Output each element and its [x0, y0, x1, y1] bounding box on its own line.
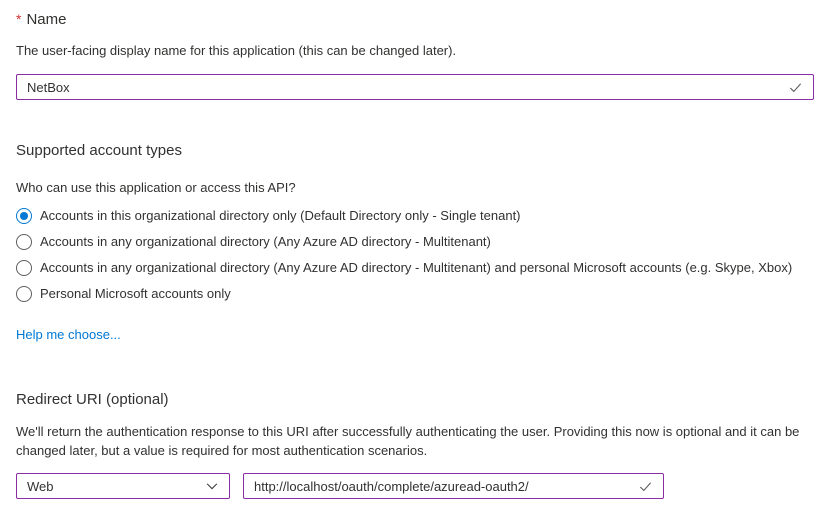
redirect-uri-description: We'll return the authentication response to this URI after successfully authenticating the user. Providing this now is optional and it can be changed later, but a value is required for most authentication scenarios. [16, 424, 800, 458]
radio-option-label: Accounts in any organizational directory (Any Azure AD directory - Multitenant) and personal Microsoft accounts (e.g. Skype, Xbox) [40, 260, 793, 275]
account-types-section-title: Supported account types [16, 142, 182, 159]
redirect-uri-section-title: Redirect URI (optional) [16, 391, 169, 408]
help-me-choose-link[interactable]: Help me choose... [16, 327, 121, 342]
valid-checkmark-icon [638, 479, 653, 494]
name-input-value[interactable]: NetBox [27, 79, 70, 95]
chevron-down-icon[interactable] [205, 479, 219, 493]
platform-select-value[interactable]: Web [27, 478, 54, 494]
redirect-uri-input-value[interactable]: http://localhost/oauth/complete/azuread-oauth2/ [254, 478, 529, 494]
radio-option-label: Accounts in any organizational directory (Any Azure AD directory - Multitenant) [40, 234, 491, 249]
name-description: The user-facing display name for this application (this can be changed later). [16, 43, 457, 58]
radio-option-label: Personal Microsoft accounts only [40, 286, 231, 301]
radio-button-selected[interactable] [16, 208, 32, 224]
valid-checkmark-icon [788, 80, 803, 95]
radio-option-multitenant-personal[interactable] [16, 259, 792, 276]
name-input[interactable] [16, 74, 814, 100]
account-types-question: Who can use this application or access this API? [16, 180, 296, 195]
name-section-title [16, 11, 66, 28]
platform-select[interactable] [16, 473, 230, 499]
required-asterisk: * [16, 11, 22, 27]
radio-option-label: Accounts in this organizational directory only (Default Directory only - Single tenant) [40, 208, 521, 223]
radio-option-single-tenant[interactable] [16, 207, 521, 224]
radio-button[interactable] [16, 286, 32, 302]
radio-option-personal-only[interactable] [16, 285, 231, 302]
radio-button[interactable] [16, 234, 32, 250]
radio-option-multitenant[interactable] [16, 233, 491, 250]
name-title-text: Name [26, 11, 67, 28]
radio-button[interactable] [16, 260, 32, 276]
redirect-uri-input[interactable] [243, 473, 664, 499]
